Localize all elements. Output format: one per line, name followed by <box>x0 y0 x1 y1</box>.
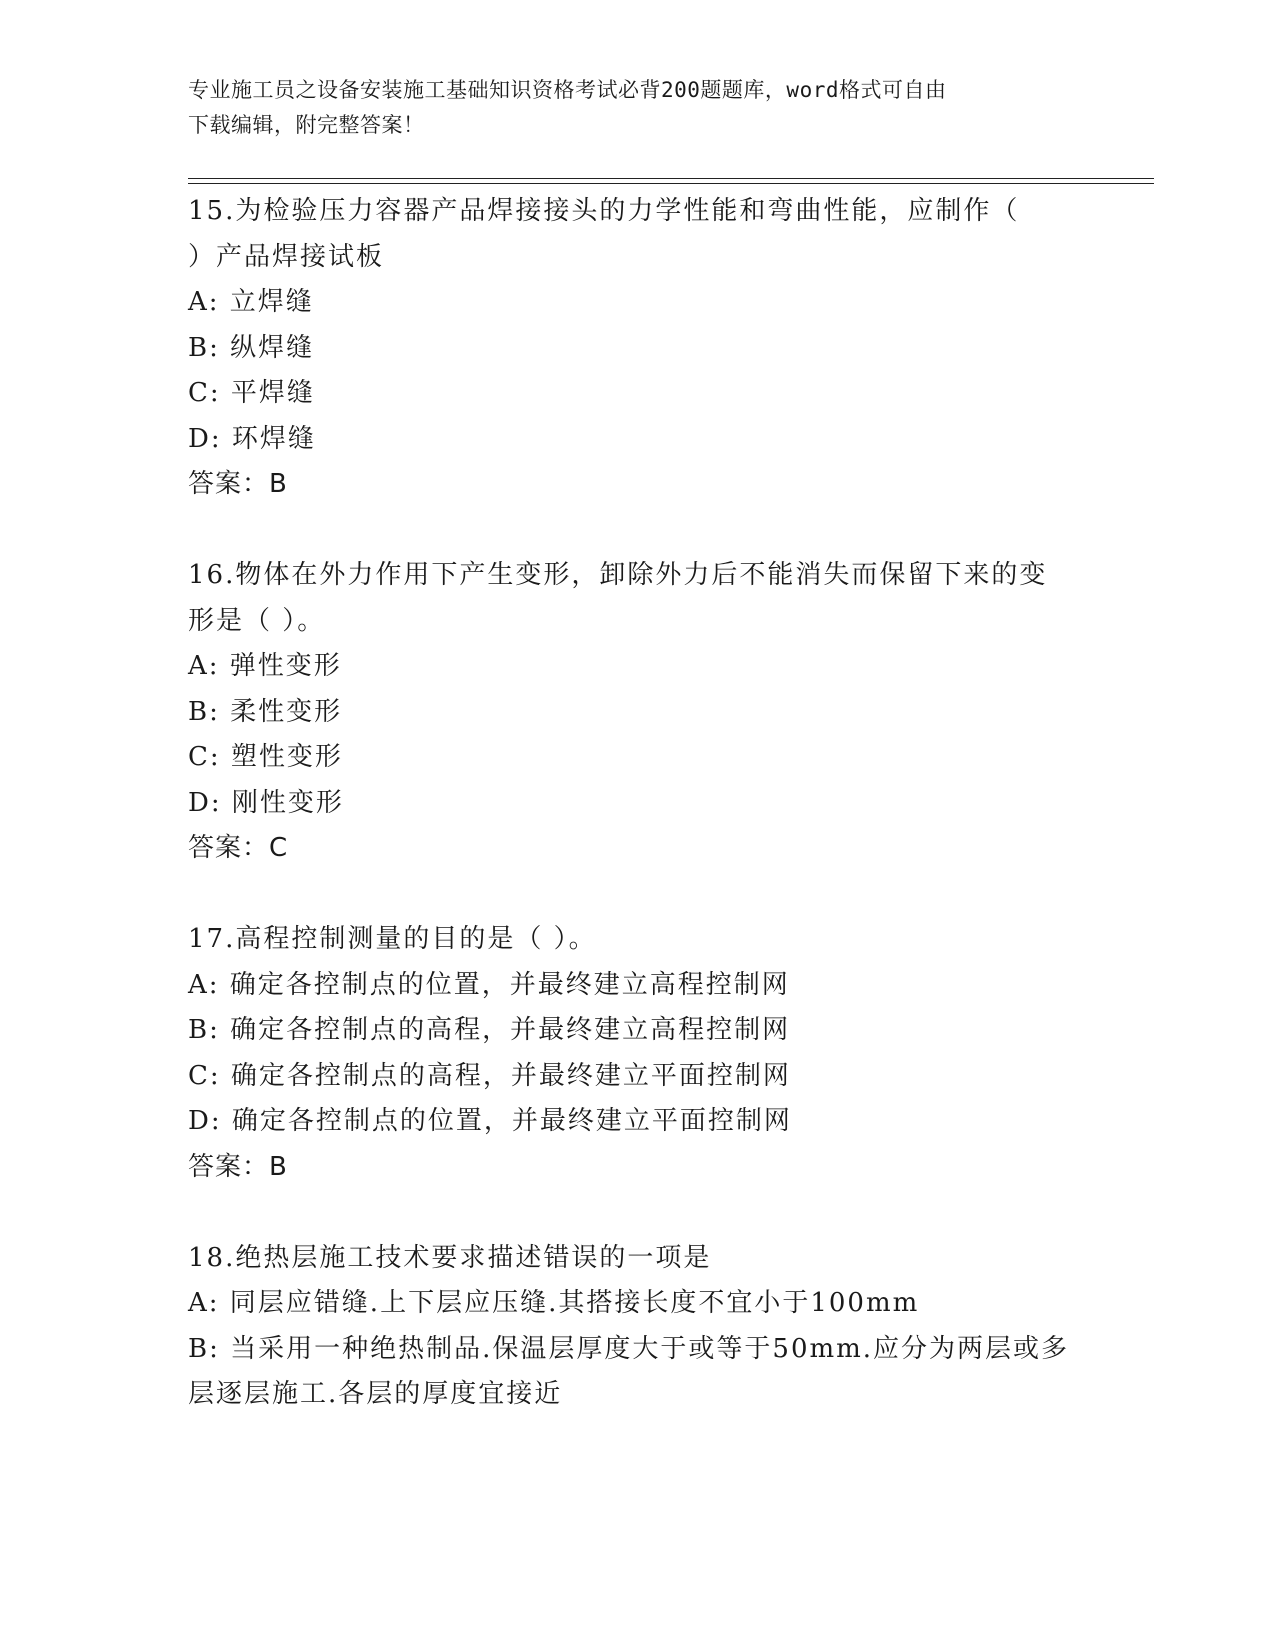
option-a: A: 立焊缝 <box>188 287 314 317</box>
option-b: B: 纵焊缝 <box>188 332 315 363</box>
answer: 答案：B <box>188 1151 288 1182</box>
question-stem: ）产品焊接试板 <box>188 241 385 272</box>
answer: 答案：B <box>188 469 288 499</box>
header-line-2: 下载编辑，附完整答案！ <box>188 113 425 137</box>
option-b: B: 确定各控制点的高程，并最终建立高程控制网 <box>188 1015 791 1045</box>
header-divider-top <box>188 178 1154 179</box>
option-d: D: 环焊缝 <box>188 423 316 454</box>
document-header <box>188 73 1068 143</box>
answer: 答案：C <box>188 833 289 863</box>
option-c: C: 平焊缝 <box>188 378 315 408</box>
question-18 <box>188 1236 1128 1418</box>
option-d: D: 确定各控制点的位置，并最终建立平面控制网 <box>188 1106 792 1136</box>
question-15 <box>188 189 1128 508</box>
question-stem: 17.高程控制测量的目的是（ ）。 <box>188 924 597 954</box>
header-divider-bottom <box>188 183 1154 184</box>
option-a: A: 确定各控制点的位置，并最终建立高程控制网 <box>188 969 790 1000</box>
question-stem: 16.物体在外力作用下产生变形，卸除外力后不能消失而保留下来的变 <box>188 560 1048 590</box>
option-a: A: 弹性变形 <box>188 651 342 681</box>
question-16 <box>188 553 1128 872</box>
option-d: D: 刚性变形 <box>188 787 344 818</box>
question-list <box>188 189 1128 1463</box>
option-b: B: 柔性变形 <box>188 696 343 727</box>
option-b: B: 当采用一种绝热制品.保温层厚度大于或等于50mm.应分为两层或多 <box>188 1333 1070 1364</box>
question-stem: 18.绝热层施工技术要求描述错误的一项是 <box>188 1242 712 1273</box>
option-c: C: 塑性变形 <box>188 742 343 772</box>
question-17 <box>188 917 1128 1190</box>
question-stem: 形是（ ）。 <box>188 605 326 636</box>
question-stem: 15.为检验压力容器产品焊接接头的力学性能和弯曲性能，应制作（ <box>188 196 1020 226</box>
option-c: C: 确定各控制点的高程，并最终建立平面控制网 <box>188 1060 791 1091</box>
header-line-1: 专业施工员之设备安装施工基础知识资格考试必背200题题库，word格式可自由 <box>188 78 947 102</box>
option-a: A: 同层应错缝.上下层应压缝.其搭接长度不宜小于100mm <box>188 1288 920 1318</box>
option-b-continued: 层逐层施工.各层的厚度宜接近 <box>188 1379 563 1409</box>
